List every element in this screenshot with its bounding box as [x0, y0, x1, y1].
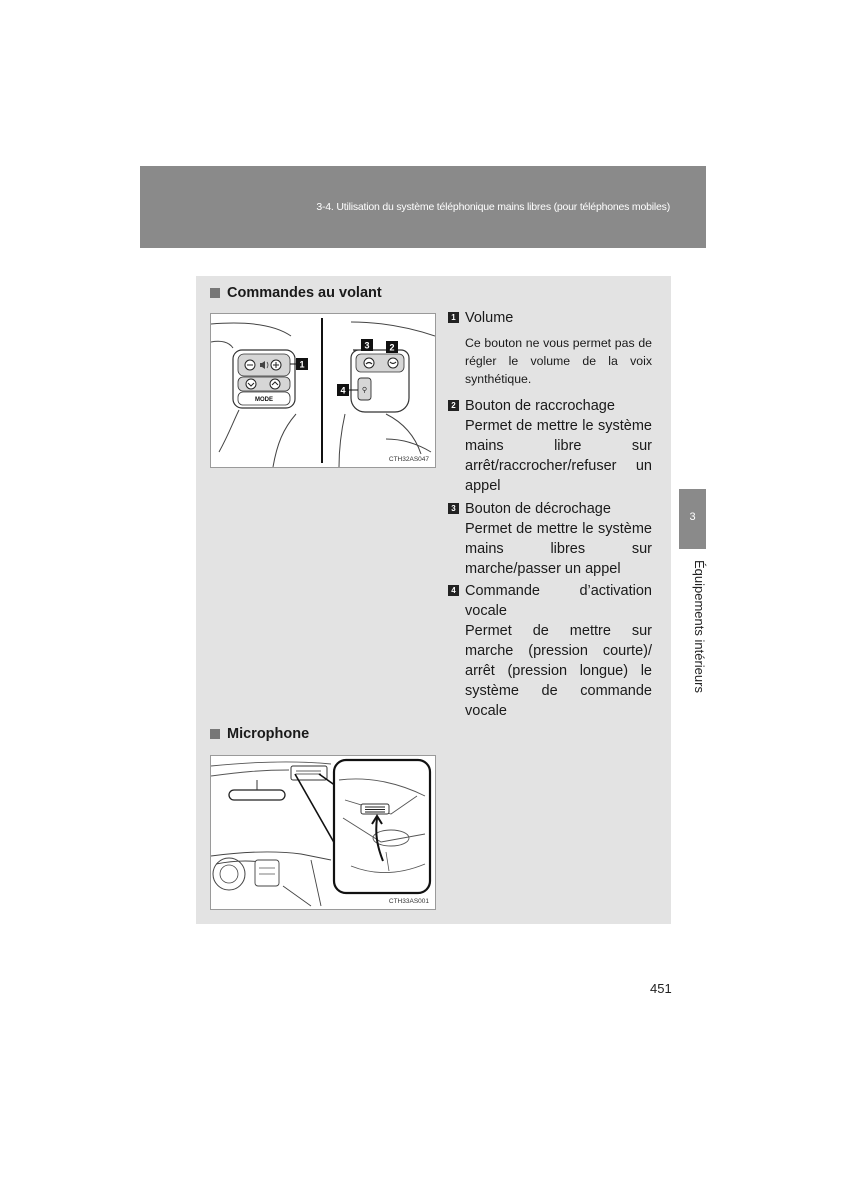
item-number: 3 [448, 503, 459, 514]
item-description: Permet de mettre le système mains libre sur arrêt/raccrocher/refuser un appel [465, 418, 652, 494]
list-item [448, 396, 652, 496]
section-heading-text: Microphone [227, 726, 310, 742]
page-number: 451 [650, 981, 672, 996]
microphone-illustration [211, 756, 435, 909]
chapter-number: 3 [689, 511, 696, 523]
chapter-label: Équipements intérieurs [692, 560, 707, 693]
content-panel [196, 276, 671, 924]
item-description: Permet de mettre le système mains libres sur marche/passer un appel [465, 521, 652, 577]
list-item [448, 499, 652, 579]
callout-1: 1 [299, 359, 305, 370]
header-bar [140, 166, 706, 248]
section-heading-microphone [210, 726, 309, 742]
bullet-square-icon [210, 729, 220, 739]
item-description: Ce bouton ne vous permet pas de régler le volume de la voix synthétique. [465, 336, 652, 386]
list-item [448, 581, 652, 721]
chapter-tab [679, 489, 706, 549]
callout-3: 3 [364, 340, 370, 351]
figure-code: CTH33AS001 [388, 898, 429, 905]
section-heading-text: Commandes au volant [227, 285, 382, 301]
item-number: 2 [448, 400, 459, 411]
microphone-figure [210, 755, 436, 910]
bullet-square-icon [210, 288, 220, 298]
item-title: Bouton de raccrochage [465, 398, 615, 414]
item-number: 4 [448, 585, 459, 596]
svg-text:⚲: ⚲ [361, 386, 368, 394]
callout-2: 2 [389, 342, 395, 353]
section-heading-controls [210, 285, 382, 301]
chevron-down-icon [246, 379, 256, 389]
chevron-up-icon [270, 379, 280, 389]
steering-controls-figure [210, 313, 436, 468]
header-title: 3-4. Utilisation du système téléphonique mains libres (pour téléphones mobiles) [316, 201, 670, 213]
item-number: 1 [448, 312, 459, 323]
item-title: Volume [465, 310, 514, 326]
item-title: Commande d’activation vocale [465, 583, 652, 619]
list-item [448, 308, 652, 388]
item-description: Permet de mettre sur marche (pression courte)/ arrêt (pression longue) le système de commande vocale [465, 623, 652, 719]
controls-list [448, 308, 652, 721]
item-title: Bouton de décrochage [465, 501, 611, 517]
steering-controls-illustration [211, 314, 435, 467]
microphone-inset [334, 760, 430, 893]
mode-label: MODE [255, 397, 273, 403]
callout-4: 4 [340, 385, 346, 396]
figure-code: CTH32AS047 [388, 456, 429, 463]
